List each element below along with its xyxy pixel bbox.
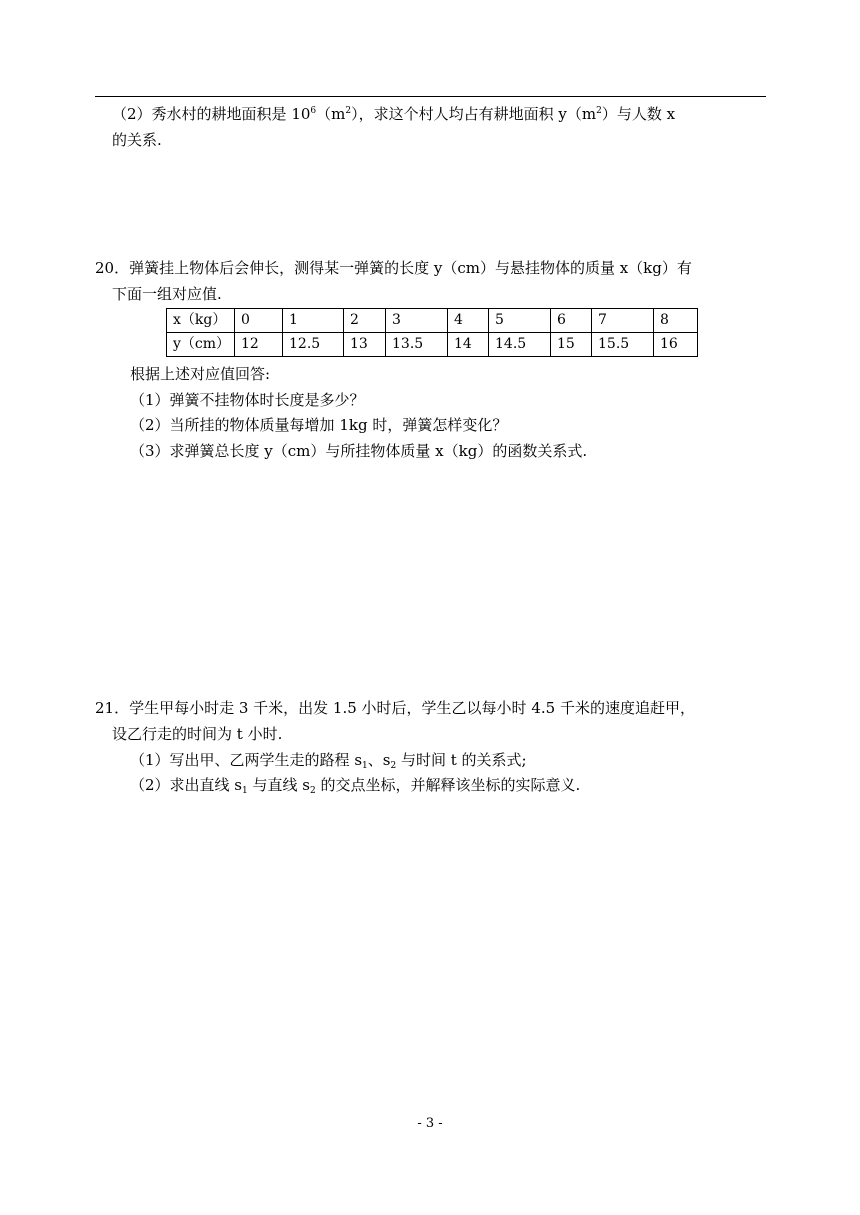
table-cell: 14.5 xyxy=(489,333,551,357)
q20-stem-line1: 20．弹簧挂上物体后会伸长，测得某一弹簧的长度 y（cm）与悬挂物体的质量 x（kg）有 xyxy=(95,259,692,277)
q20-value-table xyxy=(166,308,698,357)
q19-sup-m2-b: 2 xyxy=(596,106,602,116)
q19-text-c: ），求这个村人均占有耕地面积 y（m xyxy=(351,105,597,123)
q19-text-b: （m xyxy=(316,105,346,123)
q21-sub2 xyxy=(130,775,580,795)
table-cell: 12 xyxy=(235,333,283,357)
q21-sub1-subscript-1: 1 xyxy=(362,761,368,771)
q19-part2-line2: 的关系. xyxy=(112,131,162,149)
q21-sub2-text-a: （2）求出直线 s xyxy=(130,776,243,794)
table-cell: 14 xyxy=(448,333,489,357)
q19-part2-line1 xyxy=(112,104,675,124)
table-cell: 2 xyxy=(344,309,386,333)
table-cell: 4 xyxy=(448,309,489,333)
table-cell: 8 xyxy=(654,309,698,333)
q21-sub1-text-b: 、s xyxy=(367,751,391,769)
table-cell: 5 xyxy=(489,309,551,333)
table-cell: 13 xyxy=(344,333,386,357)
q21-sub2-subscript-2: 2 xyxy=(309,786,316,796)
q19-text-a: （2）秀水村的耕地面积是 10 xyxy=(112,105,311,123)
q19-text-d: ）与人数 x xyxy=(601,105,676,123)
table-cell: 12.5 xyxy=(283,333,344,357)
q20-sub3: （3）求弹簧总长度 y（cm）与所挂物体质量 x（kg）的函数关系式. xyxy=(130,442,588,460)
q21-stem-line1: 21．学生甲每小时走 3 千米，出发 1.5 小时后，学生乙以每小时 4.5 千米的速度追赶甲， xyxy=(95,699,695,717)
q21-sub2-text-c: 的交点坐标，并解释该坐标的实际意义. xyxy=(315,776,581,794)
q21-sub2-text-b: 与直线 s xyxy=(247,776,310,794)
table-row-y xyxy=(167,333,698,357)
q20-intro: 根据上述对应值回答: xyxy=(130,365,271,383)
table-cell: 15 xyxy=(551,333,592,357)
q19-sup-m2-a: 2 xyxy=(345,106,352,116)
q21-sub1-text-c: 与时间 t 的关系式; xyxy=(396,751,527,769)
q21-sub2-subscript-1: 1 xyxy=(242,786,248,796)
table-cell: x（kg） xyxy=(167,309,235,333)
table-cell: y（cm） xyxy=(167,333,235,357)
table-row-x xyxy=(167,309,698,333)
q19-sup-exponent: 6 xyxy=(310,106,317,116)
q21-sub1 xyxy=(130,750,527,770)
table-cell: 16 xyxy=(654,333,698,357)
table-cell: 0 xyxy=(235,309,283,333)
table-cell: 13.5 xyxy=(386,333,448,357)
q21-stem-line2: 设乙行走的时间为 t 小时. xyxy=(112,725,283,743)
table-cell: 3 xyxy=(386,309,448,333)
q20-stem-line2: 下面一组对应值. xyxy=(112,285,222,303)
page-number: - 3 - xyxy=(417,1116,443,1131)
table-cell: 1 xyxy=(283,309,344,333)
header-rule xyxy=(95,96,766,97)
q20-sub1: （1）弹簧不挂物体时长度是多少？ xyxy=(130,391,365,409)
q21-sub1-subscript-2: 2 xyxy=(390,761,397,771)
q21-sub1-text-a: （1）写出甲、乙两学生走的路程 s xyxy=(130,751,363,769)
table-cell: 7 xyxy=(592,309,654,333)
q20-sub2: （2）当所挂的物体质量每增加 1kg 时，弹簧怎样变化？ xyxy=(130,416,508,434)
table-cell: 6 xyxy=(551,309,592,333)
table-cell: 15.5 xyxy=(592,333,654,357)
